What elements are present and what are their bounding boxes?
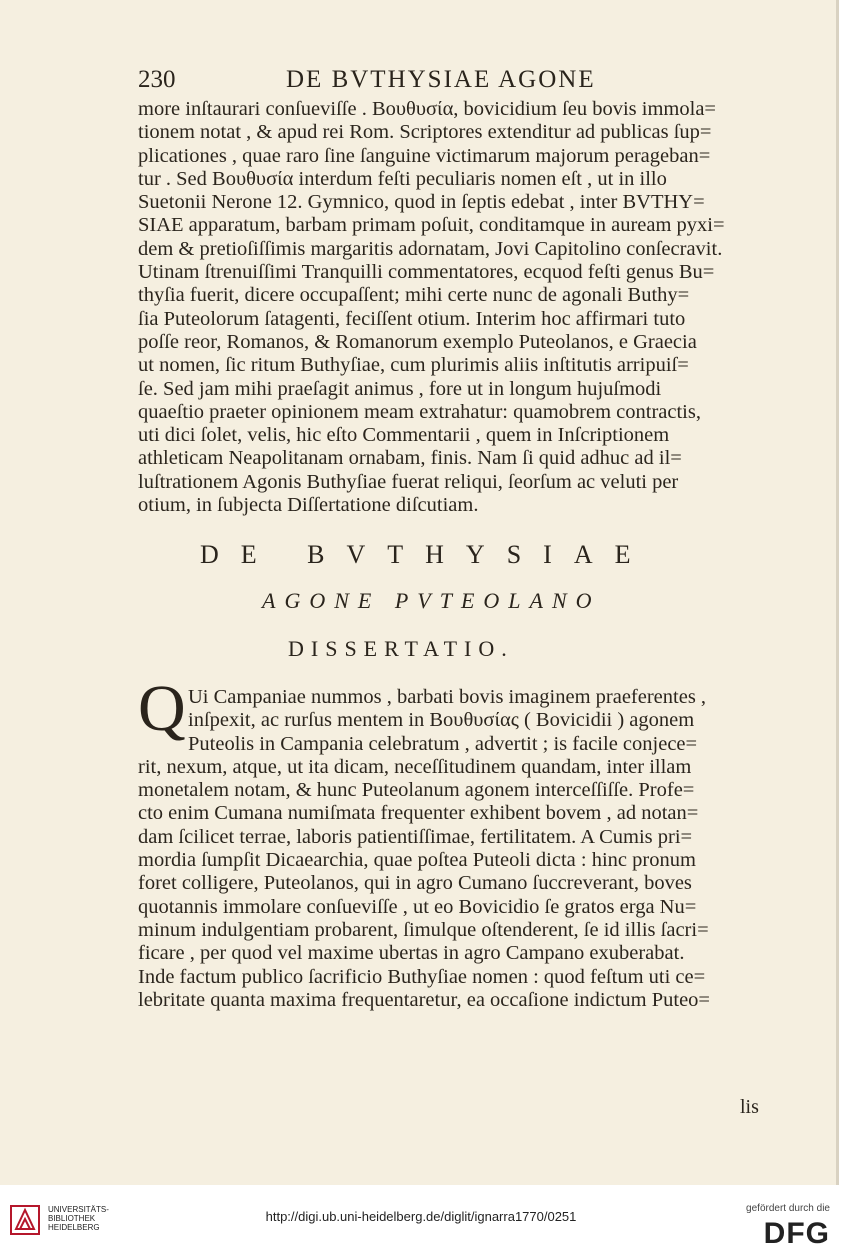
- text-line: uti dici ſolet, velis, hic eſto Commentarii , quem in Inſcriptionem: [138, 424, 670, 447]
- footer-bar: [0, 1185, 842, 1254]
- text-line: otium, in ſubjecta Diſſertatione diſcutiam.: [138, 494, 479, 517]
- text-line: mordia ſumpſit Dicaearchia, quae poſtea Puteoli dicta : hinc pronum: [138, 849, 696, 872]
- text-line: ſia Puteolorum ſatagenti, feciſſent otium. Interim hoc affirmari tuto: [138, 307, 686, 330]
- text-line: tur . Sed Βουθυσία interdum feſti peculiaris nomen eſt , ut in illo: [138, 167, 667, 190]
- text-line: quaeſtio praeter opinionem meam extrahatur: quamobrem contractis,: [138, 400, 701, 423]
- text-line: Inde factum publico ſacrificio Buthyſiae nomen : quod feſtum uti ce=: [138, 965, 706, 988]
- dfg-logo: DFG: [763, 1217, 830, 1250]
- text-line: inſpexit, ac rurſus mentem in Βουθυσίας ( Bovicidii ) agonem: [188, 709, 695, 732]
- text-line: dam ſcilicet terrae, laboris patientiſſimae, fertilitatem. A Cumis pri=: [138, 825, 693, 848]
- catchword: lis: [740, 1096, 759, 1118]
- text-line: minum indulgentiam probarent, ſimulque oſtenderent, ſe id illis ſacri=: [138, 918, 709, 941]
- text-line: more inſtaurari conſueviſſe . Βουθυσία, bovicidium ſeu bovis immola=: [138, 98, 716, 120]
- running-head: [138, 66, 778, 100]
- text-line: dem & pretioſiſſimis margaritis adornatam, Jovi Capitolino conſecravit.: [138, 237, 723, 260]
- text-line: ut nomen, ſic ritum Buthyſiae, cum plurimis aliis inſtitutis arripuiſ=: [138, 354, 689, 377]
- dissertation-title: DE BVTHYSIAE: [200, 540, 653, 569]
- funding-caption: gefördert durch die: [746, 1203, 830, 1214]
- drop-cap: Q: [138, 672, 186, 745]
- text-line: Utinam ſtrenuiſſimi Tranquilli commentatores, ecquod feſti genus Bu=: [138, 261, 715, 284]
- text-line: rit, nexum, atque, ut ita dicam, neceſſitudinem quandam, inter illam: [138, 755, 692, 778]
- text-line: luſtrationem Agonis Buthyſiae fuerat reliqui, ſeorſum ac veluti per: [138, 470, 679, 493]
- text-line: Puteolis in Campania celebratum , advertit ; is facile conjece=: [188, 732, 698, 755]
- page-number: 230: [138, 66, 176, 93]
- text-line: thyſia fuerit, dicere occupaſſent; mihi certe nunc de agonali Buthy=: [138, 284, 690, 307]
- text-line: Suetonii Nerone 12. Gymnico, quod in ſeptis edebat , inter BVTHY=: [138, 191, 705, 214]
- text-line: tionem notat , & apud rei Rom. Scriptores extenditur ad publicas ſup=: [138, 121, 712, 144]
- text-line: quotannis immolare conſueviſſe , ut eo Bovicidio ſe gratos erga Nu=: [138, 895, 697, 918]
- dissertation-subtitle: AGONE PVTEOLANO: [262, 588, 601, 613]
- text-line: plicationes , quae raro ſine ſanguine victimarum majorum perageban=: [138, 144, 711, 167]
- text-line: athleticam Neapolitanam ornabam, finis. Nam ſi quid adhuc ad il=: [138, 447, 682, 470]
- paragraph-1: [138, 98, 766, 517]
- paragraph-2: [138, 686, 766, 1012]
- library-name: UNIVERSITÄTS- BIBLIOTHEK HEIDELBERG: [48, 1205, 109, 1232]
- running-title: DE BVTHYSIAE AGONE: [286, 66, 596, 93]
- dissertation-label: DISSERTATIO.: [288, 636, 514, 661]
- text-line: monetalem notam, & hunc Puteolanum agonem interceſſiſſe. Profe=: [138, 779, 695, 802]
- text-line: SIAE apparatum, barbam primam poſuit, conditamque in auream pyxi=: [138, 214, 725, 237]
- text-line: ficare , per quod vel maxime ubertas in agro Campano exuberabat.: [138, 942, 685, 965]
- text-line: lebritate quanta maxima frequentaretur, ea occaſione indictum Puteo=: [138, 988, 710, 1011]
- source-url-link[interactable]: http://digi.ub.uni-heidelberg.de/diglit/ignarra1770/0251: [265, 1209, 577, 1224]
- text-line: Ui Campaniae nummos , barbati bovis imaginem praeferentes ,: [188, 686, 707, 708]
- text-line: ſe. Sed jam mihi praeſagit animus , fore ut in longum hujuſmodi: [138, 377, 662, 400]
- text-line: cto enim Cumana numiſmata frequenter exhibent bovem , ad notan=: [138, 802, 699, 825]
- text-line: foret colligere, Puteolanos, qui in agro Cumano ſuccreverant, boves: [138, 872, 692, 895]
- text-line: poſſe reor, Romanos, & Romanorum exemplo Puteolanos, e Graecia: [138, 330, 697, 353]
